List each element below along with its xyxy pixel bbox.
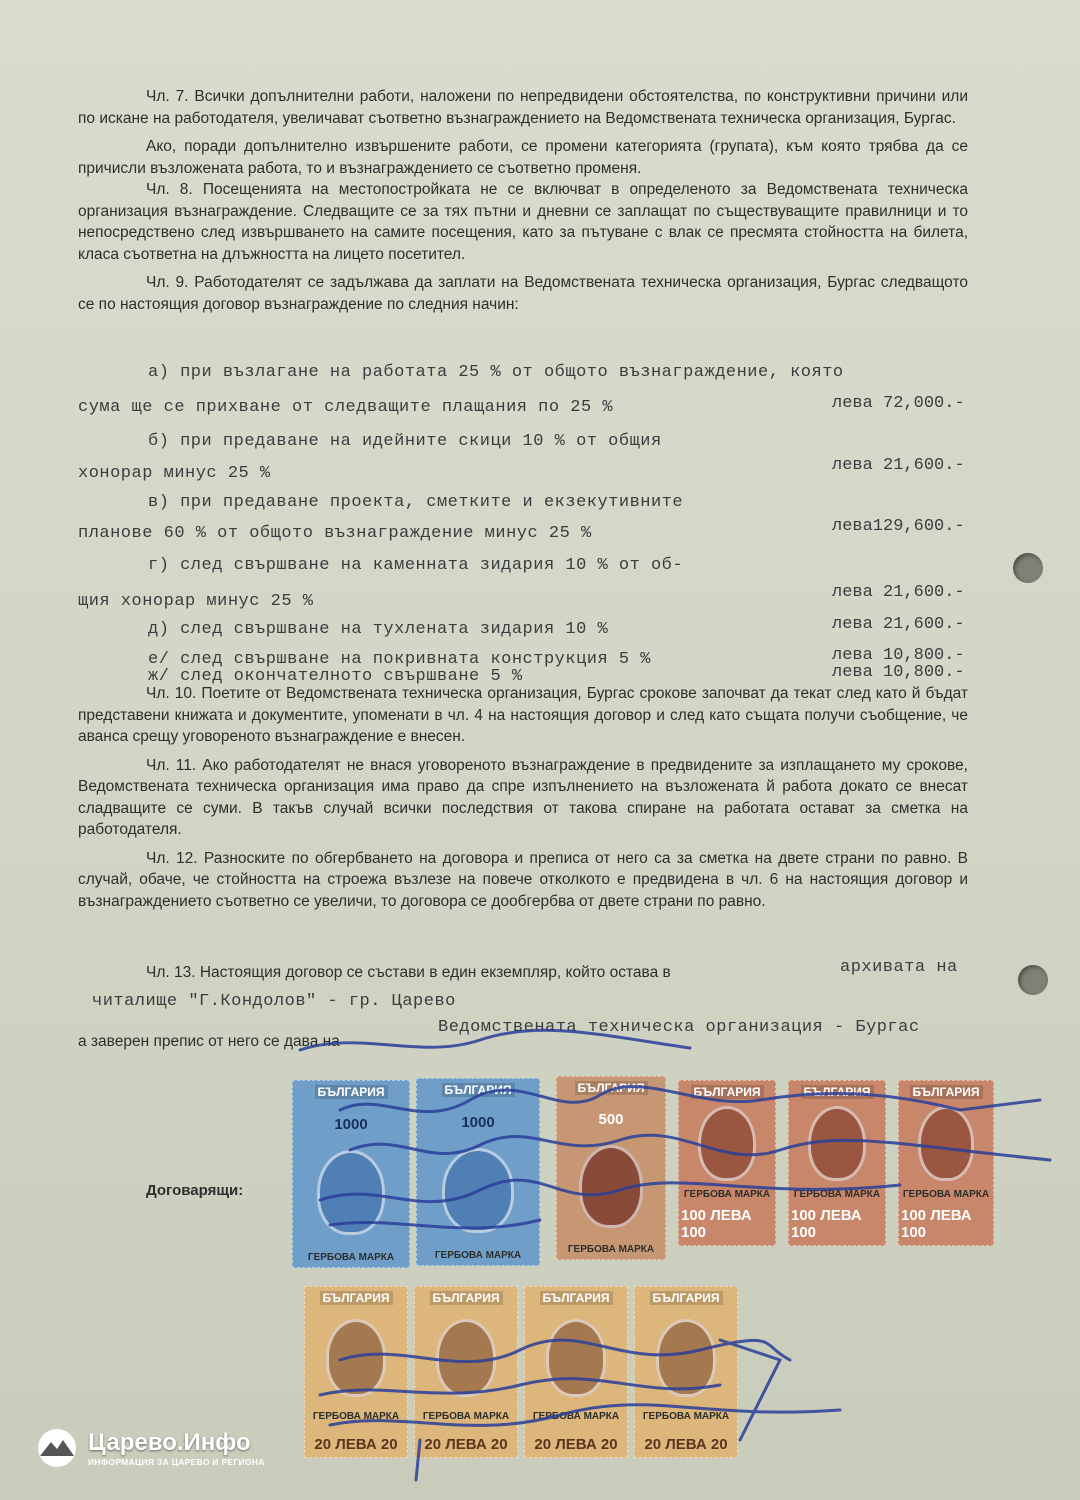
- stamp-value: 1000: [334, 1116, 368, 1134]
- stamp-value: 20 ЛЕВА 20: [314, 1435, 398, 1453]
- stamp-tax-label: ГЕРБОВА МАРКА: [683, 1188, 771, 1200]
- clause-e-line1: е/ след свършване на покривната конструкция 5 %: [148, 650, 651, 669]
- stamp-country: БЪЛГАРИЯ: [801, 1085, 874, 1099]
- article-13-text: Чл. 13. Настоящия договор се състави в един екземпляр, който остава в: [146, 964, 671, 981]
- stamp-tax-label: ГЕРБОВА МАРКА: [532, 1410, 620, 1422]
- article-10: Чл. 10. Поетите от Ведомствената техническа организация, Бургас срокове започват да текат след като й бъдат представени книжата и документите, упоменати в чл. 4 на настоящия договор и след като същата получи съобщение, че аванса срещу уговореното възнаграждение е внесен.: [78, 685, 968, 745]
- stamp-country: БЪЛГАРИЯ: [430, 1291, 503, 1305]
- punch-hole-top: [1013, 553, 1043, 583]
- lion-emblem-icon: [326, 1319, 387, 1396]
- parties-label: Договарящи:: [146, 1182, 244, 1199]
- library-typed: читалище "Г.Кондолов" - гр. Царево: [92, 992, 456, 1011]
- stamp-tax-label: ГЕРБОВА МАРКА: [312, 1410, 400, 1422]
- stamp-tax-label: ГЕРБОВА МАРКА: [567, 1244, 655, 1255]
- stamp-20-a: [304, 1286, 408, 1458]
- stamp-20-d: [634, 1286, 738, 1458]
- stamp-1000-b: [416, 1078, 540, 1266]
- stamp-country: БЪЛГАРИЯ: [575, 1081, 648, 1095]
- stamp-value: 100 ЛЕВА 100: [681, 1206, 752, 1241]
- clause-e-amount: лева 10,800.-: [832, 646, 965, 665]
- lion-emblem-icon: [808, 1106, 866, 1181]
- stamp-20-c: [524, 1286, 628, 1458]
- stamp-100-b: [788, 1080, 886, 1246]
- lion-emblem-icon: [918, 1106, 974, 1181]
- clause-g-amount: лева 21,600.-: [832, 583, 965, 602]
- stamp-tax-label: ГЕРБОВА МАРКА: [902, 1188, 990, 1200]
- lion-emblem-icon: [656, 1319, 717, 1396]
- lion-emblem-icon: [546, 1319, 607, 1396]
- stamp-tax-label: ГЕРБОВА МАРКА: [434, 1249, 522, 1261]
- clause-v-line2: планове 60 % от общото възнаграждение минус 25 %: [78, 524, 592, 543]
- archive-typed: архивата на: [840, 958, 958, 977]
- clause-a-line1: а) при възлагане на работата 25 % от общото възнаграждение, която: [148, 363, 844, 382]
- stamp-value: 20 ЛЕВА 20: [424, 1435, 508, 1453]
- organisation-typed: Ведомствената техническа организация - Бургас: [438, 1018, 920, 1037]
- watermark-subtitle: ИНФОРМАЦИЯ ЗА ЦАРЕВО И РЕГИОНА: [88, 1457, 265, 1467]
- clause-zh-amount: лева 10,800.-: [832, 663, 965, 682]
- punch-hole-bottom: [1018, 965, 1048, 995]
- watermark-logo: [34, 1428, 265, 1468]
- stamp-country: БЪЛГАРИЯ: [315, 1085, 388, 1099]
- article-7-addendum: Ако, поради допълнително извършените работи, се промени категорията (групата), към която трябва да се причисли възложената работа, то и възнаграждението се съответно променя.: [78, 138, 968, 177]
- article-13-text-2: а заверен препис от него се дава на: [78, 1033, 340, 1050]
- clause-b-line2: хонорар минус 25 %: [78, 464, 271, 483]
- article-13-continued: [78, 1031, 438, 1053]
- article-7: Чл. 7. Всички допълнителни работи, наложени по непредвидени обстоятелства, по конструктивни причини или по искане на работодателя, увеличават съответно възнаграждението на Ведомствената техническа организация, Бургас.: [78, 88, 968, 127]
- stamp-value: 20 ЛЕВА 20: [644, 1435, 728, 1453]
- stamp-value: 1000: [461, 1114, 495, 1132]
- clause-g-line2: щия хонорар минус 25 %: [78, 592, 314, 611]
- article-9: Чл. 9. Работодателят се задължава да заплати на Ведомствената техническа организация, Бургас следващото се по настоящия договор възнаграждение по следния начин:: [78, 274, 968, 313]
- mountain-logo-icon: [34, 1428, 80, 1468]
- clause-b-line1: б) при предаване на идейните скици 10 % от общия: [148, 432, 662, 451]
- lion-emblem-icon: [442, 1148, 514, 1232]
- stamp-tax-label: ГЕРБОВА МАРКА: [307, 1251, 395, 1263]
- stamp-20-b: [414, 1286, 518, 1458]
- lion-emblem-icon: [317, 1150, 386, 1234]
- stamp-country: БЪЛГАРИЯ: [442, 1083, 515, 1097]
- stamp-value: 500: [598, 1111, 624, 1129]
- article-8: Чл. 8. Посещенията на местопостройката не се включват в определеното за Ведомствената техническа организация възнаграждение. Следващите се за тях пътни и дневни се заплащат по съществуващите правилници и то непосредствено след извършването на самите посещения, като за пътуване с влак се пресмята стойността на билета, класа съответна на длъжността на лицето посетител.: [78, 181, 968, 263]
- lion-emblem-icon: [436, 1319, 497, 1396]
- clause-d-amount: лева 21,600.-: [832, 615, 965, 634]
- article-11: Чл. 11. Ако работодателят не внася уговореното възнаграждение в предвидените за изплащането му срокове, Ведомствената техническа организация има право да спре изпълнението на възложената й работа докато се внесат сладващите се суми. В такъв случай всички последствия от такова спиране на работата остават за сметка на работодателя.: [78, 756, 968, 838]
- stamp-country: БЪЛГАРИЯ: [320, 1291, 393, 1305]
- clause-g-line1: г) след свършване на каменната зидария 10 % от об-: [148, 556, 684, 575]
- clause-a-line2: сума ще се прихване от следващите плащания по 25 %: [78, 398, 614, 417]
- stamp-500: [556, 1076, 666, 1260]
- watermark-title: Царево.Инфо: [88, 1429, 251, 1456]
- clause-v-amount: лева129,600.-: [832, 517, 965, 536]
- stamp-value: 100 ЛЕВА 100: [791, 1206, 862, 1241]
- stamp-1000-a: [292, 1080, 410, 1268]
- stamp-tax-label: ГЕРБОВА МАРКА: [642, 1410, 730, 1422]
- article-12: Чл. 12. Разноските по обгербването на договора и преписа от него са за сметка на двете страни по равно. В случай, обаче, че стойността на строежа възлезе на повече отколкото е предвидена в чл. 6 на настоящия договор и възнаграждението съответно се увеличи, то договора се дообгербва от двете страни по равно.: [78, 849, 968, 910]
- lion-emblem-icon: [579, 1145, 643, 1228]
- text-block-bottom: [78, 683, 968, 912]
- article-13: [78, 962, 968, 984]
- text-block-top: [78, 86, 968, 315]
- stamp-country: БЪЛГАРИЯ: [540, 1291, 613, 1305]
- stamp-value: 20 ЛЕВА 20: [534, 1435, 618, 1453]
- stamp-country: БЪЛГАРИЯ: [910, 1085, 983, 1099]
- clause-d-line1: д) след свършване на тухлената зидария 10 %: [148, 620, 609, 639]
- stamp-country: БЪЛГАРИЯ: [650, 1291, 723, 1305]
- stamp-country: БЪЛГАРИЯ: [691, 1085, 764, 1099]
- stamp-100-a: [678, 1080, 776, 1246]
- clause-v-line1: в) при предаване проекта, сметките и екзекутивните: [148, 493, 684, 512]
- lion-emblem-icon: [698, 1106, 756, 1181]
- clause-a-amount: лева 72,000.-: [832, 394, 965, 413]
- clause-zh-line1: ж/ след окончателното свършване 5 %: [148, 667, 523, 686]
- stamp-tax-label: ГЕРБОВА МАРКА: [422, 1410, 510, 1422]
- stamp-tax-label: ГЕРБОВА МАРКА: [793, 1188, 881, 1200]
- stamp-100-c: [898, 1080, 994, 1246]
- stamp-value: 100 ЛЕВА 100: [901, 1206, 972, 1241]
- clause-b-amount: лева 21,600.-: [832, 456, 965, 475]
